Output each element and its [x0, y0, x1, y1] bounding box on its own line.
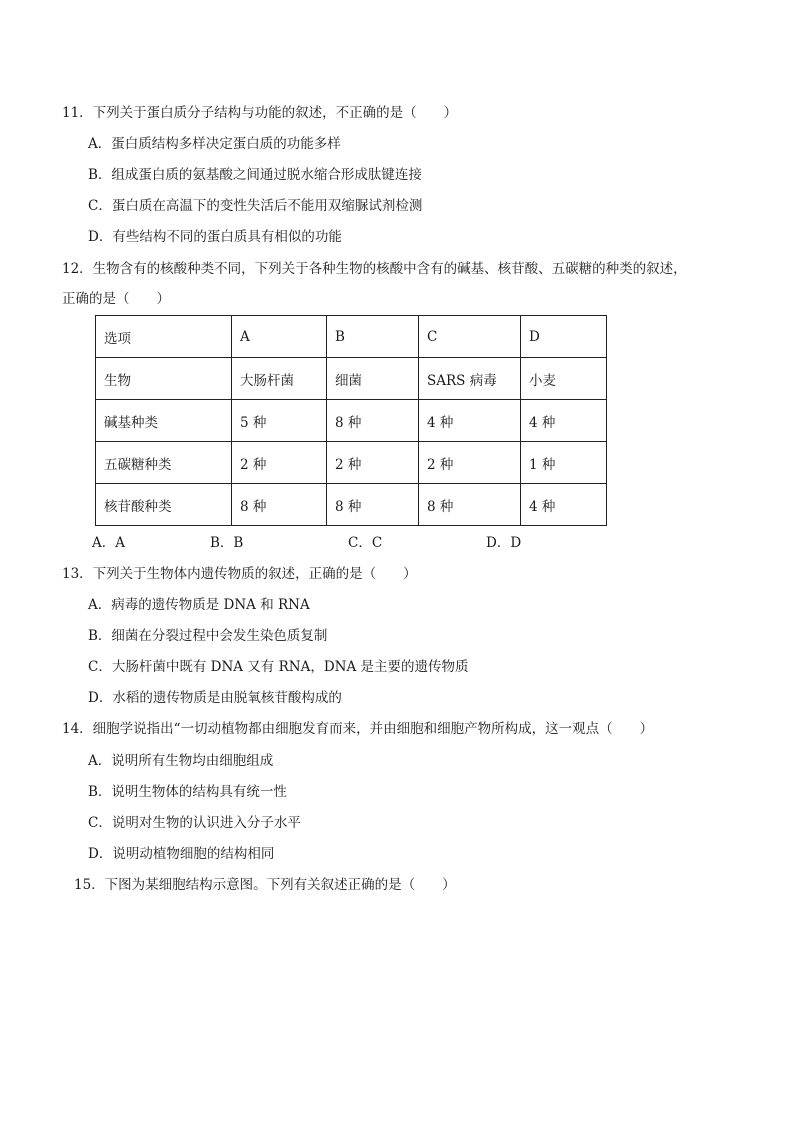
- table-cell: 细菌: [327, 358, 419, 400]
- table-cell: 2 种: [419, 442, 521, 484]
- table-cell: 2 种: [327, 442, 419, 484]
- table-cell: 8 种: [327, 484, 419, 526]
- table-cell: 4 种: [521, 484, 607, 526]
- question-14-option-c: C．说明对生物的认识进入分子水平: [88, 815, 301, 831]
- table-cell: D: [521, 316, 607, 358]
- table-row: [96, 316, 607, 358]
- question-13-option-c: C．大肠杆菌中既有 DNA 又有 RNA，DNA 是主要的遗传物质: [88, 659, 469, 675]
- question-13-option-b: B．细菌在分裂过程中会发生染色质复制: [88, 628, 328, 644]
- question-13-option-a: A．病毒的遗传物质是 DNA 和 RNA: [88, 597, 310, 613]
- question-13-stem: 13．下列关于生物体内遗传物质的叙述，正确的是（ ）: [62, 566, 417, 582]
- question-14-option-a: A．说明所有生物均由细胞组成: [88, 753, 274, 769]
- table-cell: 五碳糖种类: [96, 442, 232, 484]
- table-cell: 大肠杆菌: [232, 358, 327, 400]
- question-11-stem: 11．下列关于蛋白质分子结构与功能的叙述，不正确的是（ ）: [62, 105, 458, 121]
- table-cell: 小麦: [521, 358, 607, 400]
- table-row: [96, 442, 607, 484]
- table-row: [96, 484, 607, 526]
- table-cell: 2 种: [232, 442, 327, 484]
- table-cell: 8 种: [327, 400, 419, 442]
- question-15-stem: 15．下图为某细胞结构示意图。下列有关叙述正确的是（ ）: [74, 877, 456, 893]
- question-11-option-b: B．组成蛋白质的氨基酸之间通过脱水缩合形成肽键连接: [88, 167, 422, 183]
- question-11-option-d: D．有些结构不同的蛋白质具有相似的功能: [88, 229, 342, 245]
- table-cell: 4 种: [419, 400, 521, 442]
- table-cell: 5 种: [232, 400, 327, 442]
- table-cell: C: [419, 316, 521, 358]
- table-cell: 核苷酸种类: [96, 484, 232, 526]
- question-11-option-a: A．蛋白质结构多样决定蛋白质的功能多样: [88, 136, 341, 152]
- question-12-answer-d: D．D: [486, 535, 522, 551]
- question-12-stem-line1: 12．生物含有的核酸种类不同，下列关于各种生物的核酸中含有的碱基、核苷酸、五碳糖的种类的叙述，: [62, 261, 687, 277]
- question-12-answers: [92, 533, 572, 553]
- table-cell: A: [232, 316, 327, 358]
- question-14-option-d: D．说明动植物细胞的结构相同: [88, 846, 275, 862]
- table-cell: 生物: [96, 358, 232, 400]
- question-12-answer-a: A．A: [92, 535, 125, 551]
- table-cell: 碱基种类: [96, 400, 232, 442]
- question-12-answer-c: C．C: [348, 535, 383, 551]
- question-14-option-b: B．说明生物体的结构具有统一性: [88, 784, 287, 800]
- table-cell: 4 种: [521, 400, 607, 442]
- table-cell: 选项: [96, 316, 232, 358]
- table-row: [96, 400, 607, 442]
- question-12-answer-b: B．B: [210, 535, 244, 551]
- table-cell: 8 种: [419, 484, 521, 526]
- table-cell: 1 种: [521, 442, 607, 484]
- table-cell: 8 种: [232, 484, 327, 526]
- question-14-stem: 14．细胞学说指出“一切动植物都由细胞发育而来，并由细胞和细胞产物所构成，这一观点（ ）: [62, 721, 654, 737]
- table-cell: SARS 病毒: [419, 358, 521, 400]
- table-row: [96, 358, 607, 400]
- question-11-option-c: C．蛋白质在高温下的变性失活后不能用双缩脲试剂检测: [88, 198, 423, 214]
- question-13-option-d: D．水稻的遗传物质是由脱氧核苷酸构成的: [88, 690, 342, 706]
- question-12-stem-line2: 正确的是（ ）: [62, 291, 170, 307]
- question-12-table: [95, 315, 607, 526]
- table-cell: B: [327, 316, 419, 358]
